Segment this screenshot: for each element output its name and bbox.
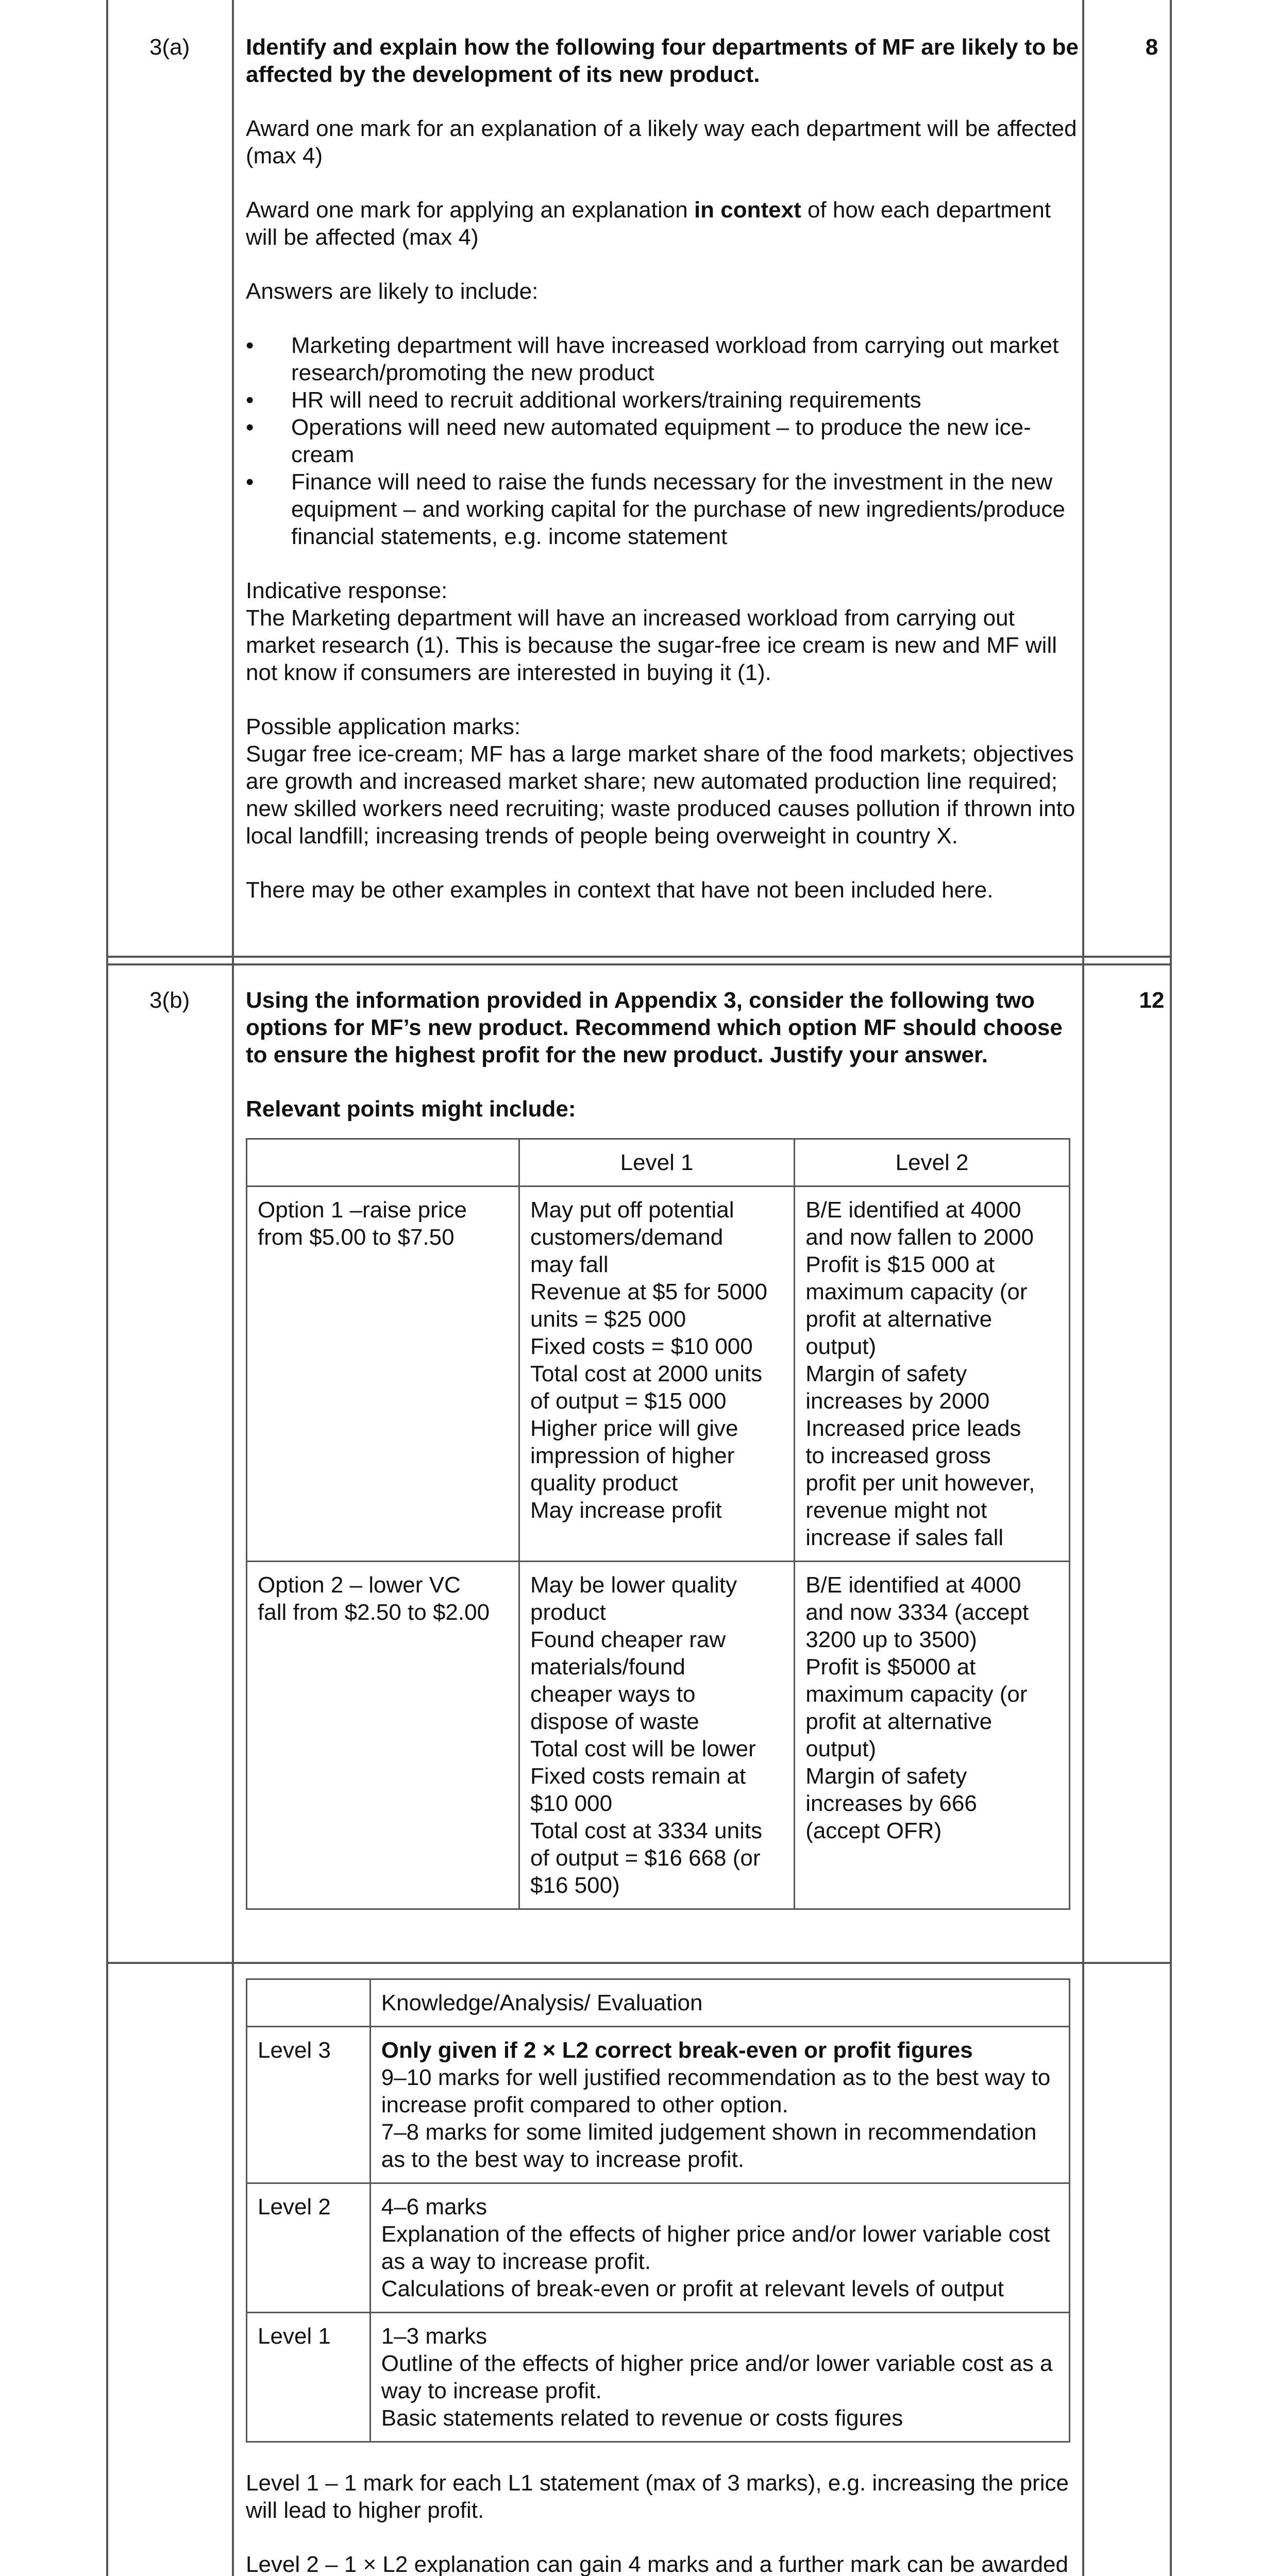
relevant-points-heading: Relevant points might include: <box>246 1096 576 1122</box>
application-marks: Possible application marks: Sugar free ice-cream; MF has a large market share of the food markets; objectives are growth and increased market share; new automated production line required; new skilled workers need recruiting; waste produced causes pollution if thrown into local landfill; increasing trends of people being overweight in country X. <box>246 714 1075 849</box>
table-row <box>247 1562 1070 1909</box>
answers-intro: Answers are likely to include: <box>246 279 539 304</box>
table-header: Level 2 <box>795 1139 1070 1187</box>
question-3a-text: Identify and explain how the following four departments of MF are likely to be affected by the development of its new product. <box>246 35 1079 87</box>
border-content <box>1082 0 1084 2576</box>
answer-3a <box>246 33 1081 930</box>
option-2-level-1: May be lower quality product Found cheaper raw materials/found cheaper ways to dispose of waste Total cost will be lower Fixed costs remain at $10 000 Total cost at 3334 units of output = $16 668 (or $16 500) <box>519 1562 795 1909</box>
indicative-response: Indicative response: The Marketing department will have an increased workload from carrying out market research (1). This is because the sugar-free ice cream is new and MF will not know if consumers are interested in buying it (1). <box>246 578 1057 685</box>
level-label: Level 3 <box>247 2027 371 2183</box>
list-item: • Finance will need to raise the funds necessary for the investment in the new equipment – and working capital for the purchase of new ingredients/produce financial statements, e.g. income statement <box>246 468 1081 550</box>
border-right <box>1170 0 1172 2576</box>
table-header-row <box>247 1979 1070 2027</box>
list-item: • HR will need to recruit additional workers/training requirements <box>246 386 1081 414</box>
other-examples-note: There may be other examples in context that have not been included here. <box>246 877 994 903</box>
answer-3b <box>246 987 1081 1910</box>
level-2-note: Level 2 – 1 × L2 explanation can gain 4 marks and a further mark can be awarded <box>246 2552 1068 2576</box>
levels-table <box>246 1978 1070 2443</box>
answer-bullet-list <box>246 332 1081 550</box>
option-1-level-1: May put off potential customers/demand may fall Revenue at $5 for 5000 units = $25 000 Fixed costs = $10 000 Total cost at 2000 units of output = $15 000 Higher price will give impression of higher quality product May increase profit <box>519 1187 795 1562</box>
table-header-empty <box>247 1979 371 2027</box>
question-number-3b: 3(b) <box>149 988 190 1013</box>
border-left <box>106 0 108 2576</box>
level-descriptor: 1–3 marks Outline of the effects of higher price and/or lower variable cost as a way to increase profit. Basic statements related to revenue or costs figures <box>370 2313 1069 2442</box>
marks-3a: 8 <box>1145 35 1158 60</box>
table-row <box>247 2313 1070 2442</box>
divider-3b-levels <box>106 1962 1172 1964</box>
option-2-level-2: B/E identified at 4000 and now 3334 (accept 3200 up to 3500) Profit is $5000 at maximum capacity (or profit at alternative output) Margin of safety increases by 666 (accept OFR) <box>795 1562 1070 1909</box>
table-row <box>247 1187 1070 1562</box>
levels-section <box>246 1978 1081 2576</box>
level-label: Level 1 <box>247 2313 371 2442</box>
marks-3b: 12 <box>1139 988 1165 1013</box>
list-item: • Marketing department will have increased workload from carrying out market research/promoting the new product <box>246 332 1081 386</box>
border-qnum <box>232 0 234 2576</box>
option-1-label: Option 1 –raise price from $5.00 to $7.50 <box>247 1187 519 1562</box>
question-3b-text: Using the information provided in Appendix 3, consider the following two options for MF’s new product. Recommend which option MF should choose to ensure the highest profit for the new product. Justify your answer. <box>246 988 1063 1067</box>
divider-3a-3b-top <box>106 956 1172 958</box>
table-header <box>247 1139 519 1187</box>
level-descriptor: Only given if 2 × L2 correct break-even or profit figures 9–10 marks for well justified recommendation as to the best way to increase profit compared to other option. 7–8 marks for some limited judgement shown in recommendation as to the best way to increase profit. <box>370 2027 1069 2183</box>
level-1-note: Level 1 – 1 mark for each L1 statement (max of 3 marks), e.g. increasing the price will lead to higher profit. <box>246 2470 1069 2523</box>
list-item: • Operations will need new automated equipment – to produce the new ice-cream <box>246 414 1081 468</box>
table-row <box>247 2183 1070 2313</box>
level-descriptor: 4–6 marks Explanation of the effects of higher price and/or lower variable cost as a way to increase profit. Calculations of break-even or profit at relevant levels of output <box>370 2183 1069 2313</box>
table-header-row <box>247 1139 1070 1187</box>
table-header: Level 1 <box>519 1139 795 1187</box>
divider-3a-3b-bottom <box>106 963 1172 965</box>
question-number-3a: 3(a) <box>149 35 190 60</box>
award-criteria-2: Award one mark for applying an explanation in context of how each department will be affected (max 4) <box>246 197 1051 250</box>
option-1-level-2: B/E identified at 4000 and now fallen to 2000 Profit is $15 000 at maximum capacity (or profit at alternative output) Margin of safety increases by 2000 Increased price leads to increased gross profit per unit however, revenue might not increase if sales fall <box>795 1187 1070 1562</box>
table-header: Knowledge/Analysis/ Evaluation <box>370 1979 1069 2027</box>
option-2-label: Option 2 – lower VC fall from $2.50 to $2.00 <box>247 1562 519 1909</box>
award-criteria-1: Award one mark for an explanation of a likely way each department will be affected (max 4) <box>246 116 1077 168</box>
table-row <box>247 2027 1070 2183</box>
level-label: Level 2 <box>247 2183 371 2313</box>
options-table <box>246 1138 1070 1910</box>
